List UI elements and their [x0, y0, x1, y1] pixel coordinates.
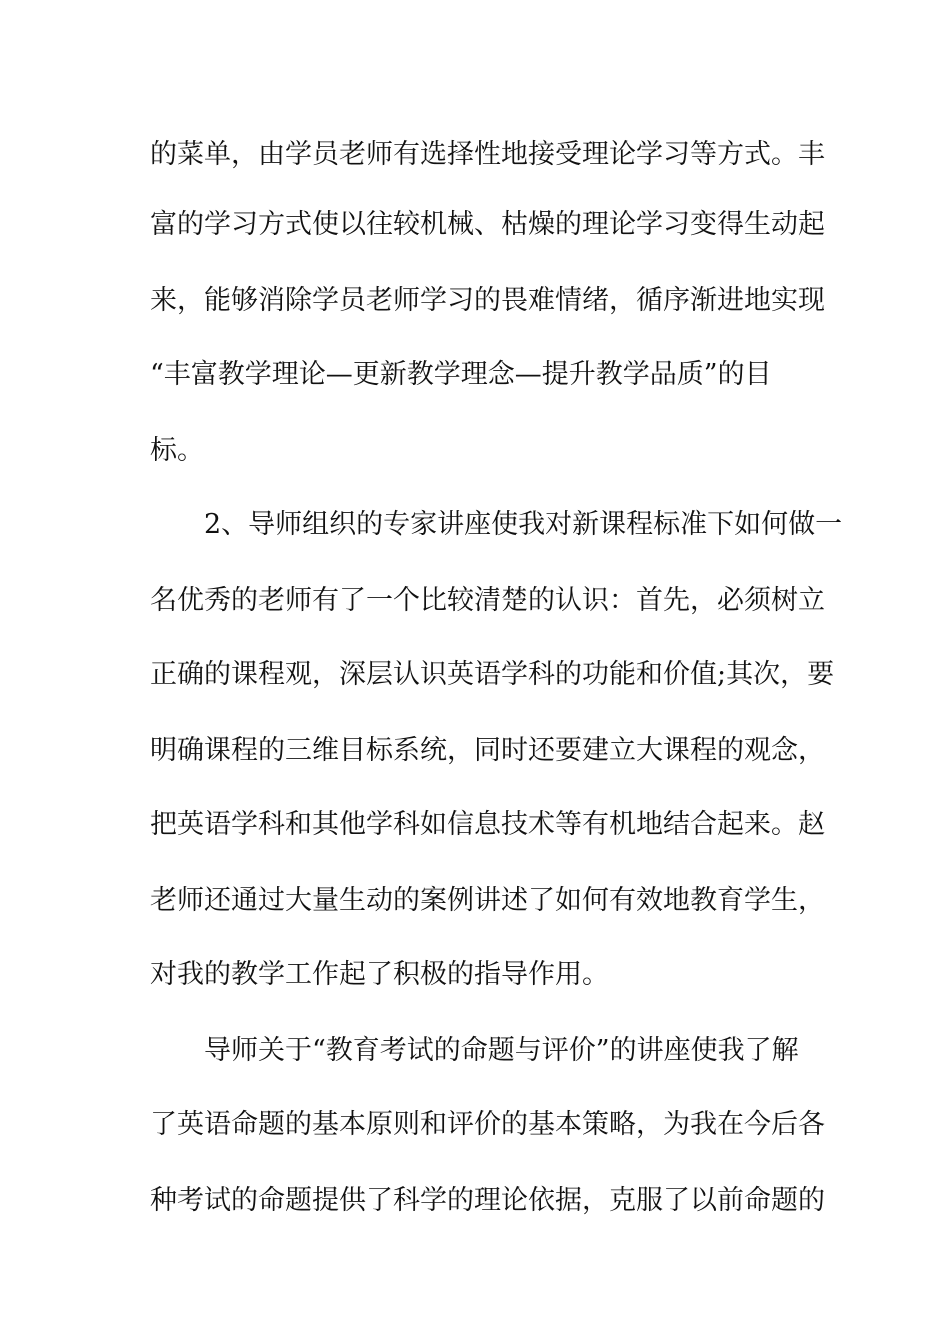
text-line: 种考试的命题提供了科学的理论依据，克服了以前命题的 [150, 1185, 825, 1216]
text-line: 正确的课程观，深层认识英语学科的功能和价值;其次，要 [150, 659, 835, 690]
text-line: 富的学习方式使以往较机械、枯燥的理论学习变得生动起 [150, 209, 825, 240]
text-line: 对我的教学工作起了积极的指导作用。 [150, 959, 609, 990]
text-line: 导师关于“教育考试的命题与评价”的讲座使我了解 [204, 1035, 799, 1066]
text-line: 名优秀的老师有了一个比较清楚的认识：首先，必须树立 [150, 585, 825, 616]
text-line: 老师还通过大量生动的案例讲述了如何有效地教育学生， [150, 885, 825, 916]
text-line: 明确课程的三维目标系统，同时还要建立大课程的观念， [150, 735, 825, 766]
text-line: 标。 [150, 435, 204, 466]
text-line: 的菜单，由学员老师有选择性地接受理论学习等方式。丰 [150, 139, 825, 170]
text-line: 了英语命题的基本原则和评价的基本策略，为我在今后各 [150, 1109, 825, 1140]
text-line: “丰富教学理论—更新教学理念—提升教学品质”的目 [150, 359, 772, 390]
text-line: 把英语学科和其他学科如信息技术等有机地结合起来。赵 [150, 809, 825, 840]
text-line: 来，能够消除学员老师学习的畏难情绪，循序渐进地实现 [150, 285, 825, 316]
text-line: 2、导师组织的专家讲座使我对新课程标准下如何做一 [204, 509, 843, 540]
